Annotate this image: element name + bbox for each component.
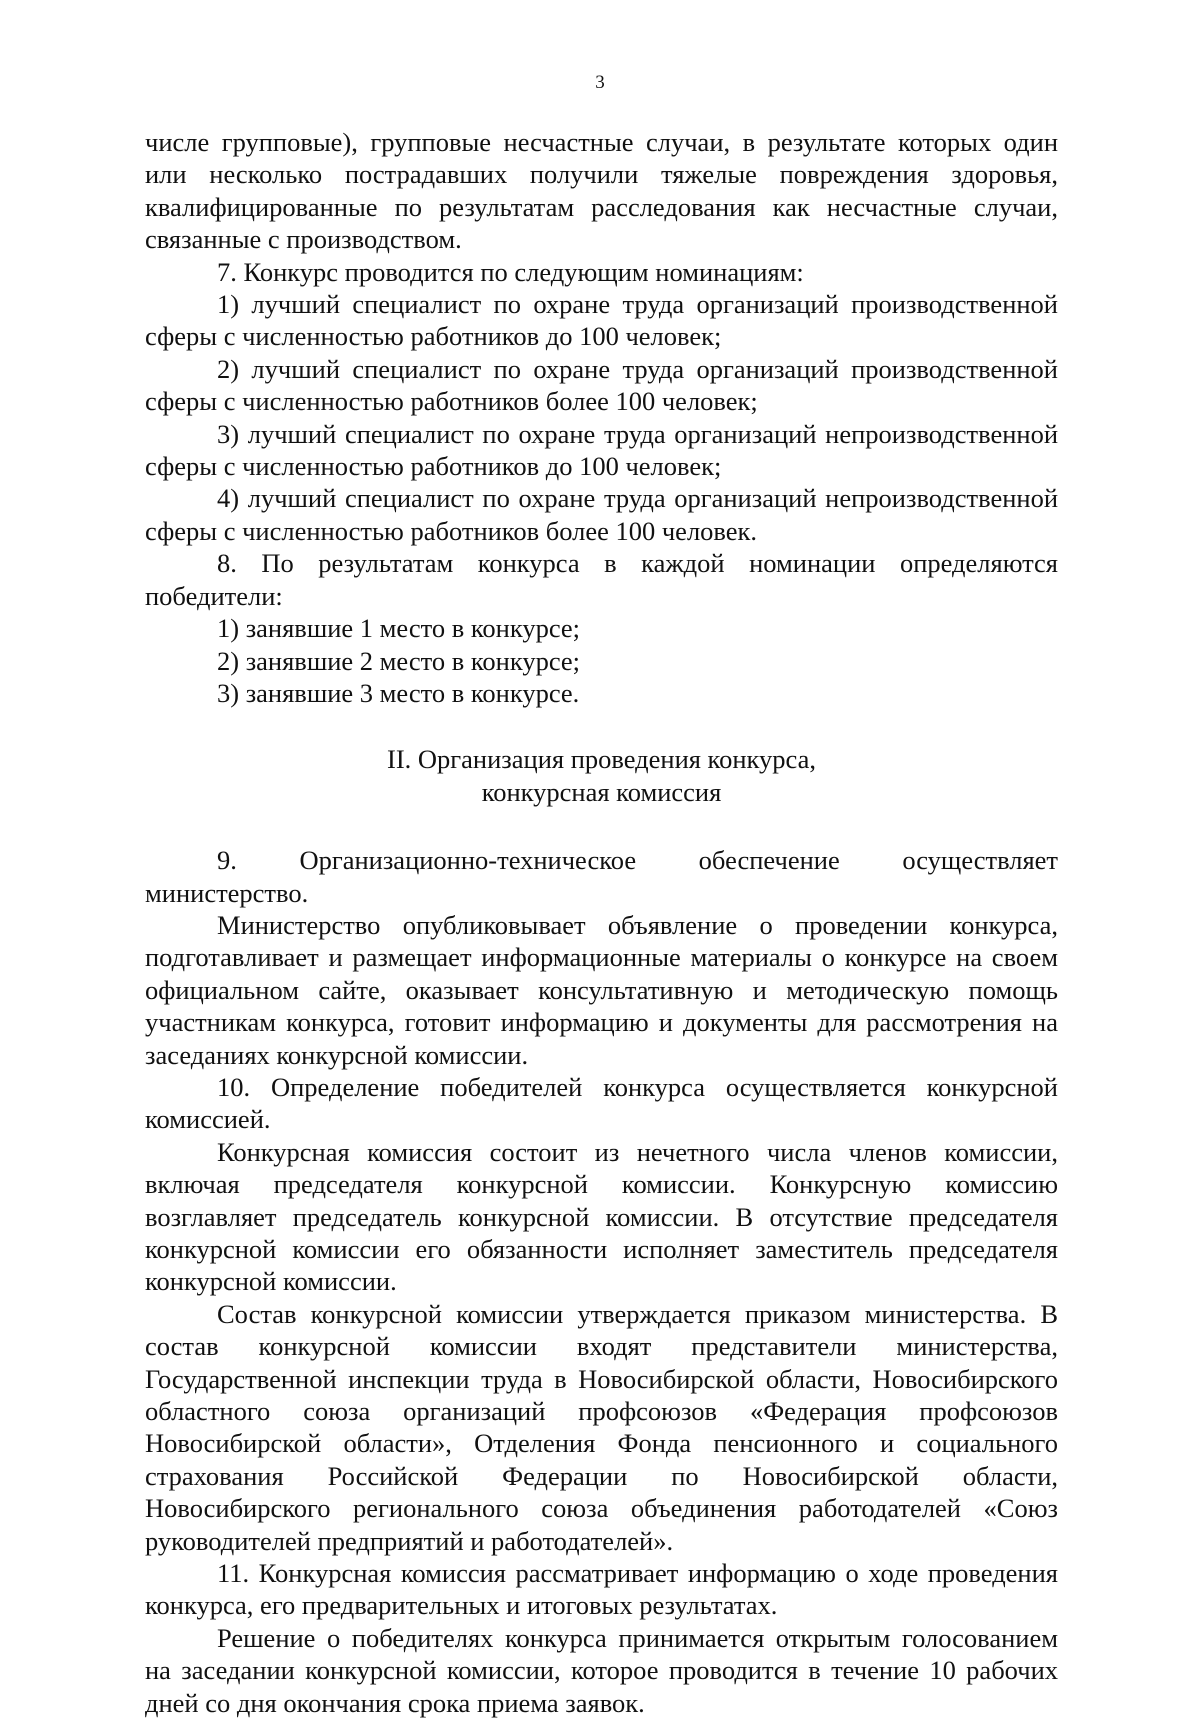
paragraph-item-10: 10. Определение победителей конкурса осуществляется конкурсной комиссией. (145, 1071, 1058, 1135)
paragraph-item-7: 7. Конкурс проводится по следующим номинациям: (217, 256, 804, 287)
paragraph-continuation: числе групповые), групповые несчастные случаи, в результате которых один или несколько пострадавших получили тяжелые повреждения здоровья, квалифицированные по результатам расследования как несчастные случаи, связанные с производством. (145, 127, 1058, 255)
list-item-place-3: 3) занявшие 3 место в конкурсе. (217, 677, 580, 708)
list-item-nomination-4: 4) лучший специалист по охране труда организаций непроизводственной сферы с численностью работников более 100 человек. (145, 483, 1058, 546)
page-number: 3 (595, 72, 605, 93)
paragraph-commission-composition: Состав конкурсной комиссии утверждается приказом министерства. В состав конкурсной комиссии входят представители министерства, Государственной инспекции труда в Новосибирской области, Новосибирского областного союза организаций профсоюзов «Федерация профсоюзов Новосибирской области», Отделения Фонда пенсионного и социального страхования Российской Федерации по Новосибирской области, Новосибирского регионального союза объединения работодателей «Союз руководителей предприятий и работодателей». (145, 1298, 1058, 1556)
paragraph-item-11: 11. Конкурсная комиссия рассматривает информацию о ходе проведения конкурса, его предварительных и итоговых результатах. (145, 1558, 1058, 1621)
list-item-nomination-2: 2) лучший специалист по охране труда организаций производственной сферы с численностью работников более 100 человек; (145, 353, 1058, 417)
paragraph-item-9: 9. Организационно-техническое обеспечение осуществляет министерство. (145, 845, 1058, 908)
list-item-place-1: 1) занявшие 1 место в конкурсе; (217, 613, 581, 644)
paragraph-item-8: 8. По результатам конкурса в каждой номинации определяются победители: (145, 548, 1058, 611)
list-item-place-2: 2) занявшие 2 место в конкурсе; (217, 645, 581, 676)
section-heading-line-2: конкурсная комиссия (481, 776, 722, 807)
list-item-nomination-3: 3) лучший специалист по охране труда организаций непроизводственной сферы с численностью работников до 100 человек; (145, 418, 1058, 482)
section-heading (145, 743, 1058, 808)
document-body (145, 126, 1058, 1719)
paragraph-commission-structure: Конкурсная комиссия состоит из нечетного числа членов комиссии, включая председателя конкурсной комиссии. Конкурсную комиссию возглавляет председатель конкурсной комиссии. В отсутствие председателя конкурсной комиссии его обязанности исполняет заместитель председателя конкурсной комиссии. (145, 1136, 1058, 1297)
section-heading-line-1: II. Организация проведения конкурса, (387, 744, 816, 775)
paragraph-winners-decision: Решение о победителях конкурса принимается открытым голосованием на заседании конкурсной комиссии, которое проводится в течение 10 рабочих дней со дня окончания срока приема заявок. (145, 1622, 1058, 1718)
list-item-nomination-1: 1) лучший специалист по охране труда организаций производственной сферы с численностью работников до 100 человек; (145, 289, 1058, 352)
paragraph-ministry-duties: Министерство опубликовывает объявление о проведении конкурса, подготавливает и размещает информационные материалы о конкурсе на своем официальном сайте, оказывает консультативную и методическую помощь участникам конкурса, готовит информацию и документы для рассмотрения на заседаниях конкурсной комиссии. (145, 909, 1058, 1070)
